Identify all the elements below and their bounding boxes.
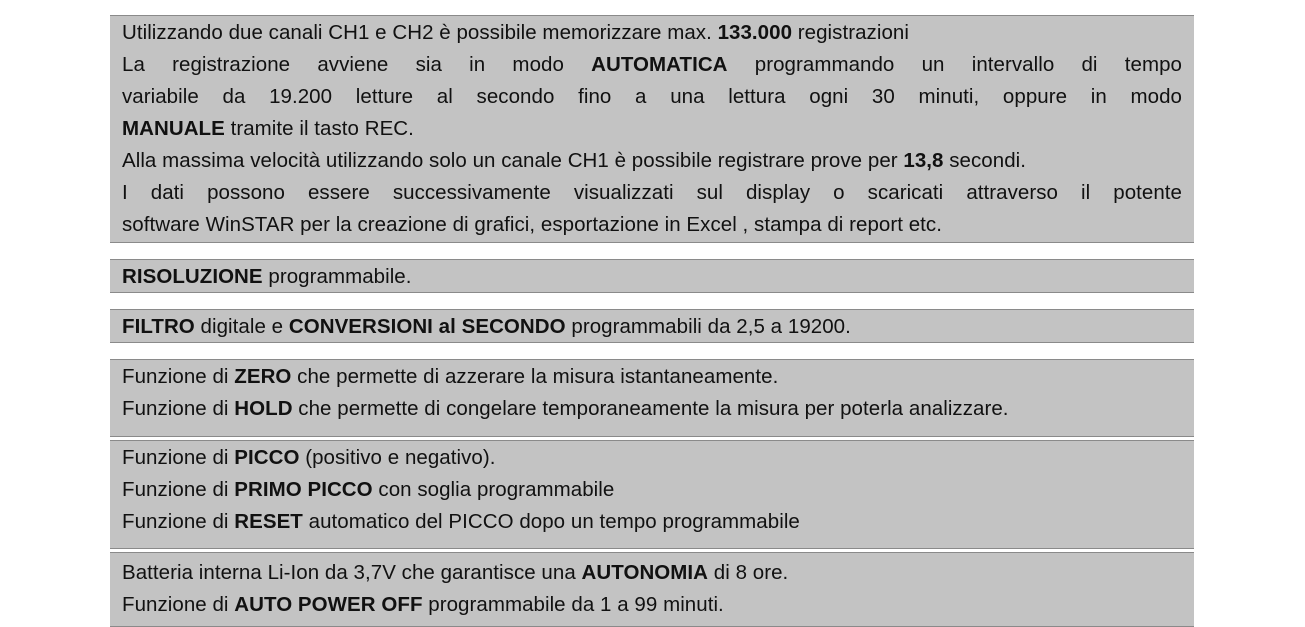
text-run: Funzione di (122, 510, 235, 533)
section-registrazione (110, 15, 1194, 243)
text-line (122, 397, 1009, 421)
section-zero-hold (110, 359, 1194, 437)
text-run: registrazioni (792, 21, 909, 44)
text-run-bold: PRIMO PICCO (234, 478, 373, 501)
text-run: di 8 ore. (708, 561, 789, 584)
section-risoluzione (110, 259, 1194, 293)
text-line (122, 593, 724, 617)
text-run-bold: RISOLUZIONE (122, 265, 263, 288)
text-run-bold: CONVERSIONI al SECONDO (288, 315, 566, 338)
text-run-bold: 13,8 (903, 149, 944, 172)
text-run: digitale e (194, 315, 289, 338)
section-batteria (110, 552, 1194, 627)
text-run: programmabile. (262, 265, 412, 288)
text-line (122, 265, 412, 289)
text-line (122, 117, 414, 141)
text-run: Funzione di (122, 397, 235, 420)
text-run-bold: ZERO (234, 365, 292, 388)
text-line (122, 149, 1026, 173)
text-line (122, 510, 800, 534)
section-picco (110, 440, 1194, 549)
text-line (122, 446, 495, 470)
text-run: automatico del PICCO dopo un tempo programmabile (302, 510, 800, 533)
text-run: secondi. (943, 149, 1027, 172)
text-run: (positivo e negativo). (299, 446, 496, 469)
text-run: Batteria interna Li-Ion da 3,7V che garantisce una (122, 561, 582, 584)
text-run-bold: AUTO POWER OFF (234, 593, 423, 616)
text-run-bold: AUTOMATICA (591, 53, 728, 76)
text-run: software WinSTAR per la creazione di grafici, esportazione in Excel , stampa di report etc. (122, 213, 942, 236)
text-line (122, 213, 942, 237)
text-line (122, 53, 1182, 77)
text-run: Alla massima velocità utilizzando solo un canale CH1 è possibile registrare prove per (122, 149, 904, 172)
text-run-bold: PICCO (234, 446, 300, 469)
text-run-bold: RESET (234, 510, 303, 533)
text-run: programmabili da 2,5 a 19200. (565, 315, 851, 338)
text-line (122, 85, 1182, 109)
text-run-bold: 133.000 (717, 21, 793, 44)
text-run-bold: HOLD (234, 397, 293, 420)
text-line (122, 561, 788, 585)
text-run: Funzione di (122, 365, 235, 388)
text-run: tramite il tasto REC. (224, 117, 414, 140)
text-run: Funzione di (122, 593, 235, 616)
text-run: I dati possono essere successivamente visualizzati sul display o scaricati attraverso il potente (122, 181, 1182, 204)
text-line (122, 478, 614, 502)
text-run: variabile da 19.200 letture al secondo fino a una lettura ogni 30 minuti, oppure in modo (122, 85, 1182, 108)
text-line (122, 181, 1182, 205)
text-run-bold: AUTONOMIA (581, 561, 709, 584)
text-line (122, 315, 851, 339)
text-run: Utilizzando due canali CH1 e CH2 è possibile memorizzare max. (122, 21, 718, 44)
text-run-bold: FILTRO (122, 315, 195, 338)
text-run: programmando un intervallo di tempo (727, 53, 1182, 76)
spec-sheet (110, 15, 1194, 627)
text-run: che permette di congelare temporaneamente la misura per poterla analizzare. (292, 397, 1009, 420)
text-line (122, 21, 909, 45)
text-run: che permette di azzerare la misura istantaneamente. (291, 365, 779, 388)
text-run: con soglia programmabile (372, 478, 615, 501)
text-run: programmabile da 1 a 99 minuti. (422, 593, 724, 616)
text-line (122, 365, 778, 389)
text-run: Funzione di (122, 478, 235, 501)
text-run: Funzione di (122, 446, 235, 469)
section-filtro (110, 309, 1194, 343)
text-run-bold: MANUALE (122, 117, 225, 140)
text-run: La registrazione avviene sia in modo (122, 53, 592, 76)
